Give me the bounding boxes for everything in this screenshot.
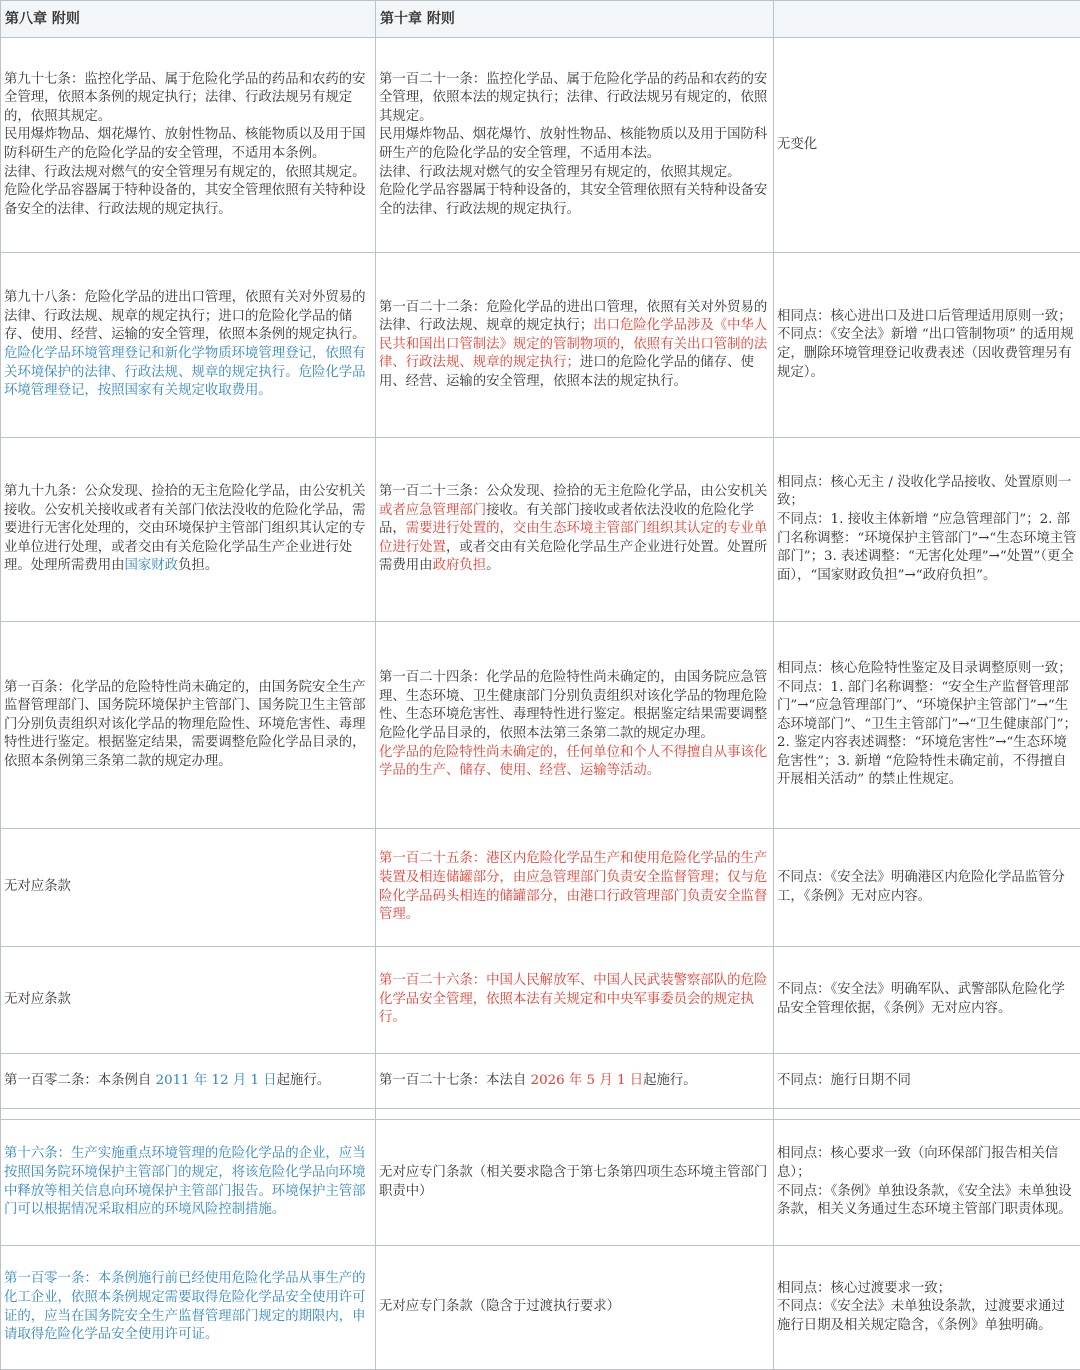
- cell-paragraph: [379, 483, 770, 576]
- old-article-cell: [1, 622, 376, 829]
- changed-text: 化学品的危险特性尚未确定的，任何单位和个人不得擅自从事该化学品的生产、储存、使用、经营、运输等活动。: [379, 745, 767, 779]
- old-article-cell: [1, 438, 376, 622]
- cell-paragraph: [379, 126, 770, 163]
- cell-paragraph: [379, 1072, 770, 1091]
- table-row: [1, 38, 1080, 253]
- cell-paragraph: [4, 126, 372, 163]
- cell-paragraph: [379, 1164, 770, 1201]
- cell-text: 相同点：核心要求一致（向环保部门报告相关信息）；: [777, 1146, 1058, 1180]
- old-article-cell: [1, 253, 376, 438]
- comparison-cell: [774, 1054, 1080, 1109]
- cell-paragraph: [777, 1183, 1077, 1220]
- old-article-cell: [1, 829, 376, 947]
- table-row: [1, 1054, 1080, 1109]
- comparison-cell: [774, 253, 1080, 438]
- cell-text: 无对应条款: [4, 992, 71, 1007]
- comparison-cell: [774, 1246, 1080, 1370]
- cell-text: 不同点：《条例》单独设条款，《安全法》未单独设条款，相关义务通过生态环境主管部门职责体现。: [777, 1184, 1072, 1218]
- table-row: [1, 1246, 1080, 1370]
- cell-paragraph: [4, 164, 372, 183]
- cell-text: 危险化学品容器属于特种设备的，其安全管理依照有关特种设备安全的法律、行政法规的规定执行。: [379, 183, 767, 217]
- old-article-cell: [1, 1120, 376, 1246]
- cell-text: 无变化: [777, 137, 817, 152]
- header-old-chapter: 第八章 附则: [1, 1, 376, 38]
- cell-paragraph: [379, 1298, 770, 1317]
- cell-text: 起施行。: [643, 1073, 697, 1088]
- header-new-chapter: 第十章 附则: [376, 1, 774, 38]
- cell-text: 不同点：《安全法》明确港区内危险化学品监管分工，《条例》无对应内容。: [777, 870, 1065, 904]
- cell-text: 。: [486, 558, 499, 573]
- cell-paragraph: [379, 182, 770, 219]
- table-row: [1, 438, 1080, 622]
- cell-text: 相同点：核心过渡要求一致；: [777, 1281, 951, 1296]
- cell-text: 法律、行政法规对燃气的安全管理另有规定的，依照其规定。: [4, 165, 366, 180]
- cell-text: 负担。: [178, 558, 218, 573]
- cell-paragraph: [4, 679, 372, 772]
- cell-paragraph: [777, 1280, 1077, 1299]
- old-article-cell: [1, 1054, 376, 1109]
- cell-paragraph: [379, 71, 770, 127]
- cell-paragraph: [4, 1072, 372, 1091]
- cell-text: 相同点：核心无主 / 没收化学品接收、处置原则一致；: [777, 475, 1071, 509]
- cell-paragraph: [4, 878, 372, 897]
- cell-paragraph: [4, 71, 372, 127]
- cell-text: 不同点：《安全法》新增 “出口管制物项” 的适用规定，删除环境管理登记收费表述（因收费管理另有规定）。: [777, 327, 1074, 379]
- cell-text: 民用爆炸物品、烟花爆竹、放射性物品、核能物质以及用于国防科研生产的危险化学品的安全管理，不适用本法。: [379, 127, 767, 161]
- cell-paragraph: [777, 1145, 1077, 1182]
- cell-text: 第九十七条：监控化学品、属于危险化学品的药品和农药的安全管理，依照本条例的规定执行；法律、行政法规另有规定的，依照其规定。: [4, 72, 366, 124]
- table-row: [1, 829, 1080, 947]
- spacer-cell: [1, 1109, 376, 1120]
- cell-text: 不同点：施行日期不同: [777, 1073, 911, 1088]
- changed-text: 政府负担: [433, 558, 487, 573]
- removed-text: 危险化学品环境管理登记和新化学物质环境管理登记，依照有关环境保护的法律、行政法规、规章的规定执行。危险化学品环境管理登记，按照国家有关规定收取费用。: [4, 346, 366, 398]
- cell-paragraph: [379, 299, 770, 392]
- new-article-cell: [376, 1054, 774, 1109]
- cell-text: 第九十九条：公众发现、捡拾的无主危险化学品，由公安机关接收。公安机关接收或者有关部门依法没收的危险化学品，需要进行无害化处理的，交由环境保护主管部门组织其认定的专业单位进行处理，或者交由有关危险化学品生产企业进行处理。处理所需费用由: [4, 484, 366, 573]
- old-article-cell: [1, 947, 376, 1054]
- cell-text: 无对应条款: [4, 879, 71, 894]
- cell-text: 第一百二十七条：本法自: [379, 1073, 531, 1088]
- cell-text: 相同点：核心进出口及进口后管理适用原则一致；: [777, 309, 1072, 324]
- removed-text: 第一百零一条：本条例施行前已经使用危险化学品从事生产的化工企业，依照本条例规定需要取得危险化学品安全使用许可证的，应当在国务院安全生产监督管理部门规定的期限内，申请取得危险化学品安全使用许可证。: [4, 1271, 366, 1342]
- removed-text: 2011 年 12 月 1 日: [156, 1073, 277, 1088]
- cell-text: 接收。有关部门接收或者依法没收的危险化学品，: [379, 503, 754, 537]
- cell-paragraph: [777, 1298, 1077, 1335]
- spacer-row: [1, 1109, 1080, 1120]
- cell-paragraph: [4, 991, 372, 1010]
- new-article-cell: [376, 947, 774, 1054]
- cell-paragraph: [4, 1270, 372, 1344]
- cell-paragraph: [379, 972, 770, 1028]
- table-row: [1, 253, 1080, 438]
- cell-paragraph: [777, 679, 1077, 791]
- new-article-cell: [376, 438, 774, 622]
- new-article-cell: [376, 253, 774, 438]
- spacer-cell: [774, 1109, 1080, 1120]
- new-article-cell: [376, 622, 774, 829]
- table-row: [1, 947, 1080, 1054]
- cell-paragraph: [4, 345, 372, 401]
- cell-paragraph: [379, 669, 770, 743]
- cell-paragraph: [4, 1145, 372, 1219]
- cell-paragraph: [4, 289, 372, 345]
- changed-text: 第一百二十六条：中国人民解放军、中国人民武装警察部队的危险化学品安全管理，依照本法有关规定和中央军事委员会的规定执行。: [379, 973, 767, 1025]
- cell-paragraph: [777, 511, 1077, 585]
- comparison-cell: [774, 38, 1080, 253]
- new-article-cell: [376, 1120, 774, 1246]
- cell-text: 无对应专门条款（隐含于过渡执行要求）: [379, 1299, 620, 1314]
- cell-paragraph: [777, 474, 1077, 511]
- cell-text: 起施行。: [277, 1073, 331, 1088]
- cell-text: 法律、行政法规对燃气的安全管理另有规定的，依照其规定。: [379, 165, 741, 180]
- cell-paragraph: [777, 326, 1077, 382]
- header-comparison: [774, 1, 1080, 38]
- comparison-cell: [774, 1120, 1080, 1246]
- comparison-cell: [774, 438, 1080, 622]
- cell-paragraph: [4, 182, 372, 219]
- comparison-cell: [774, 947, 1080, 1054]
- cell-paragraph: [777, 136, 1077, 155]
- cell-text: 不同点：1. 接收主体新增 “应急管理部门”；2. 部门名称调整：“环境保护主管部门”→“生态环境主管部门”；3. 表述调整：“无害化处理”→“处置”（更全面），“国家财政负担”→“政府负担”。: [777, 512, 1077, 583]
- cell-text: 第一百二十四条：化学品的危险特性尚未确定的，由国务院应急管理、生态环境、卫生健康部门分别负责组织对该化学品的物理危险性、生态环境危害性、毒理特性进行鉴定。根据鉴定结果需要调整危险化学品目录的，依照本法第三条第二款的规定办理。: [379, 670, 767, 741]
- removed-text: 第十六条：生产实施重点环境管理的危险化学品的企业，应当按照国务院环境保护主管部门的规定，将该危险化学品向环境中释放等相关信息向环境保护主管部门报告。环境保护主管部门可以根据情况采取相应的环境风险控制措施。: [4, 1146, 366, 1217]
- spacer-cell: [376, 1109, 774, 1120]
- cell-paragraph: [379, 164, 770, 183]
- cell-paragraph: [777, 660, 1077, 679]
- cell-paragraph: [777, 869, 1077, 906]
- cell-text: 不同点：《安全法》未单独设条款，过渡要求通过施行日期及相关规定隐含，《条例》单独明确。: [777, 1299, 1065, 1333]
- cell-text: 第一百二十一条：监控化学品、属于危险化学品的药品和农药的安全管理，依照本法的规定执行；法律、行政法规另有规定的，依照其规定。: [379, 72, 767, 124]
- comparison-cell: [774, 622, 1080, 829]
- cell-paragraph: [379, 850, 770, 924]
- header-row: [1, 1, 1080, 38]
- new-article-cell: [376, 38, 774, 253]
- cell-text: 民用爆炸物品、烟花爆竹、放射性物品、核能物质以及用于国防科研生产的危险化学品的安全管理，不适用本条例。: [4, 127, 366, 161]
- cell-paragraph: [777, 981, 1077, 1018]
- old-article-cell: [1, 1246, 376, 1370]
- cell-text: 第一百零二条：本条例自: [4, 1073, 156, 1088]
- cell-text: 进口的危险化学品的储存、使用、经营、运输的安全管理，依照本法的规定执行。: [379, 355, 754, 389]
- cell-paragraph: [379, 744, 770, 781]
- new-article-cell: [376, 829, 774, 947]
- cell-paragraph: [777, 308, 1077, 327]
- changed-text: 出口危险化学品涉及《中华人民共和国出口管制法》规定的管制物项的，依照有关出口管制的法律、行政法规、规章的规定执行；: [379, 318, 767, 370]
- changed-text: 第一百二十五条：港区内危险化学品生产和使用危险化学品的生产装置及相连储罐部分，由应急管理部门负责安全监督管理；仅与危险化学品码头相连的储罐部分，由港口行政管理部门负责安全监督管理。: [379, 851, 767, 922]
- changed-text: 或者应急管理部门: [379, 503, 486, 518]
- cell-text: 第九十八条：危险化学品的进出口管理，依照有关对外贸易的法律、行政法规、规章的规定执行；进口的危险化学品的储存、使用、经营、运输的安全管理，依照本条例的规定执行。: [4, 290, 366, 342]
- cell-text: 不同点：《安全法》明确军队、武警部队危险化学品安全管理依据，《条例》无对应内容。: [777, 982, 1065, 1016]
- old-article-cell: [1, 38, 376, 253]
- cell-text: 相同点：核心危险特性鉴定及目录调整原则一致；: [777, 661, 1072, 676]
- cell-text: 无对应专门条款（相关要求隐含于第七条第四项生态环境主管部门职责中）: [379, 1165, 767, 1199]
- cell-text: ，或者交由有关危险化学品生产企业进行处置。处置所需费用由: [379, 540, 767, 574]
- cell-text: 不同点：1. 部门名称调整：“安全生产监督管理部门”→“应急管理部门”、“环境保护主管部门”→“生态环境部门”、“卫生主管部门”→“卫生健康部门”；2. 鉴定内容表述调整：“环境危害性”→“生态环境危害性”；3. 新增 “危险特性未确定前，不得擅自开展相关活动” 的禁止性规定。: [777, 680, 1077, 788]
- cell-paragraph: [777, 1072, 1077, 1091]
- cell-text: 第一百条：化学品的危险特性尚未确定的，由国务院安全生产监督管理部门、国务院环境保护主管部门、国务院卫生主管部门分别负责组织对该化学品的物理危险性、环境危害性、毒理特性进行鉴定。根据鉴定结果，需要调整危险化学品目录的，依照本条例第三条第二款的规定办理。: [4, 680, 366, 769]
- table-row: [1, 1120, 1080, 1246]
- new-article-cell: [376, 1246, 774, 1370]
- cell-text: 第一百二十二条：危险化学品的进出口管理，依照有关对外贸易的法律、行政法规、规章的规定执行；: [379, 300, 767, 334]
- comparison-cell: [774, 829, 1080, 947]
- table-row: [1, 622, 1080, 829]
- changed-text: 2026 年 5 月 1 日: [531, 1073, 644, 1088]
- cell-paragraph: [4, 483, 372, 576]
- removed-text: 国家财政: [125, 558, 179, 573]
- cell-text: 第一百二十三条：公众发现、捡拾的无主危险化学品，由公安机关: [379, 484, 767, 499]
- changed-text: 需要进行处置的，交由生态环境主管部门组织其认定的专业单位进行处置: [379, 521, 767, 555]
- cell-text: 危险化学品容器属于特种设备的，其安全管理依照有关特种设备安全的法律、行政法规的规定执行。: [4, 183, 366, 217]
